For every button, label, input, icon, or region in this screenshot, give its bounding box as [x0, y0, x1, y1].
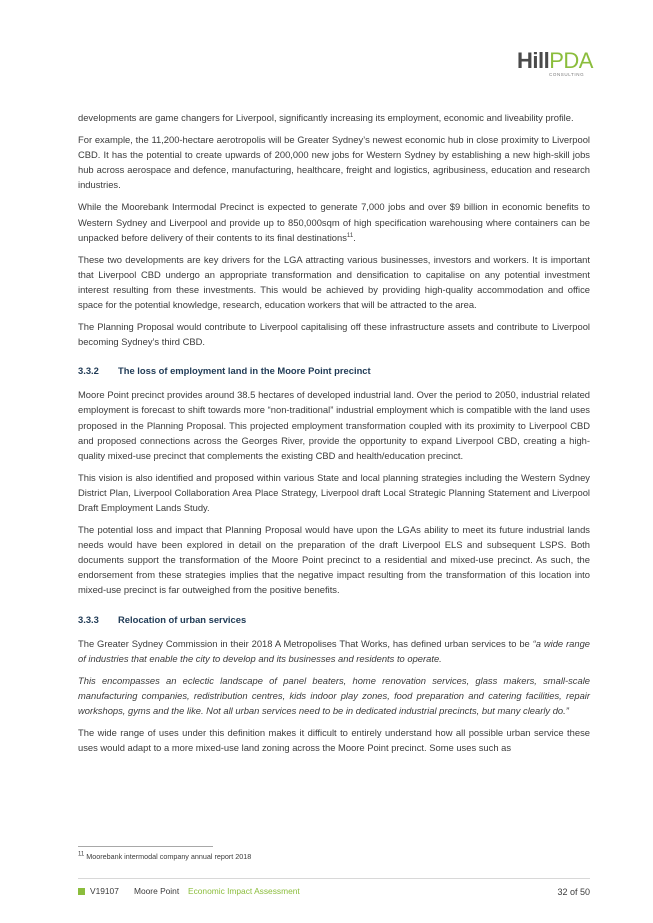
paragraph: developments are game changers for Liverpool, significantly increasing its employment, economic and liveability profile.	[78, 112, 574, 123]
footnote	[78, 852, 251, 861]
quote-text: “a wide range of industries that enable the city to develop and its businesses and residents to operate.	[78, 637, 591, 664]
paragraph: This vision is also identified and proposed within various State and local planning strategies including the Western Sydney District Plan, Liverpool Collaboration Area Place Strategy, Liverpool draft Local Strategic Planning Statement and Liverpool Draft Employment Lands Study.	[78, 471, 590, 513]
paragraph: Moore Point precinct provides around 38.5 hectares of developed industrial land. Over the period to 2050, industrial related employment is forecast to shift towards more “non-traditional” industrial employment which is compatible with the land uses proposed in the Planning Proposal. This projected employment transformation coupled with its proximity to Liverpool CBD and proposed connections across the Georges River, provide the opportunity to expand Liverpool CBD, creating a high-quality mixed-use precinct that complements the existing CBD and health/education precinct.	[78, 389, 590, 461]
paragraph: The potential loss and impact that Planning Proposal would have upon the LGAs ability to meet its future industrial lands needs would have been explored in detail on the preparation of the draft Liverpool ELS and subsequent LSPS. Both documents support the transformation of the Moore Point precinct to a residential and mixed-use precinct. As such, the endorsement from these strategies implies that the negative impact resulting from the transformation of this location into mixed-use precinct is far outweighed from the positive benefits.	[78, 524, 590, 596]
logo-word-hill: Hill	[517, 48, 550, 73]
logo-subtitle: CONSULTING	[549, 72, 585, 77]
paragraph: These two developments are key drivers for the LGA attracting various businesses, investors and workers. It is important that Liverpool CBD undergo an appropriate transformation and densification to capitalise on any potential investment interest resulting from these investments. This would be achieved by providing high-quality accommodation and office space for the potential knowledge, research, education workers that will be attracted to the area.	[78, 253, 590, 311]
paragraph-end: .	[353, 231, 356, 243]
footnote-reference: 11	[346, 232, 354, 239]
section-heading-3-3-2	[78, 363, 590, 378]
paragraph: The wide range of uses under this definition makes it difficult to entirely understand how all possible urban service these uses would adapt to a more mixed-use land zoning across the Moore Point precinct. Some uses such as	[78, 727, 590, 754]
footnote-text: Moorebank intermodal company annual report 2018	[84, 852, 252, 861]
page-body	[78, 110, 590, 762]
footer-project: Moore Point	[134, 886, 180, 896]
footnote-divider	[78, 846, 213, 847]
footnote-number: 11	[78, 851, 85, 858]
section-heading-3-3-3	[78, 612, 590, 627]
paragraph: The Planning Proposal would contribute to Liverpool capitalising off these infrastructure assets and contribute to Liverpool becoming Sydney’s third CBD.	[78, 321, 590, 348]
footer-reference: V19107	[90, 886, 119, 896]
quote-paragraph: This encompasses an eclectic landscape of panel beaters, home renovation services, glass makers, small-scale manufacturing companies, redistribution centres, kids indoor play zones, food preparation and catering facilities, repair workshops, gyms and the like. Not all urban services need to be in dedicated industrial precincts, but many clearly do.”	[78, 674, 590, 716]
logo-wordmark	[517, 50, 593, 72]
logo-word-pda: PDA	[549, 48, 593, 73]
hillpda-logo	[517, 50, 612, 84]
section-number: 3.3.3	[78, 613, 99, 625]
paragraph-moorebank	[78, 199, 590, 244]
paragraph-text: The Greater Sydney Commission in their 2018 A Metropolises That Works, has defined urban services to be	[78, 637, 533, 649]
section-number: 3.3.2	[78, 365, 99, 377]
paragraph-text: While the Moorebank Intermodal Precinct is expected to generate 7,000 jobs and over $9 billion in economic benefits to Western Sydney and Liverpool and provide up to 850,000sqm of high specification warehousing where containers can be unpacked before delivery of their contents to its final destinations	[78, 201, 590, 243]
page-number: 32 of 50	[557, 887, 590, 897]
paragraph: For example, the 11,200-hectare aerotropolis will be Greater Sydney’s newest economic hub in close proximity to Liverpool CBD. It has the potential to create upwards of 200,000 new jobs for Western Sydney by establishing a new high-skill jobs hub across aerospace and defence, manufacturing, healthcare, freight and logistics, agribusiness, education and research industries.	[78, 134, 590, 191]
page-footer	[78, 886, 590, 900]
section-title: The loss of employment land in the Moore Point precinct	[118, 365, 371, 377]
footer-document-title: Economic Impact Assessment	[188, 886, 300, 896]
paragraph-urban-services	[78, 636, 590, 666]
section-title: Relocation of urban services	[118, 613, 247, 625]
green-square-icon	[78, 888, 85, 895]
footer-divider	[78, 878, 590, 879]
